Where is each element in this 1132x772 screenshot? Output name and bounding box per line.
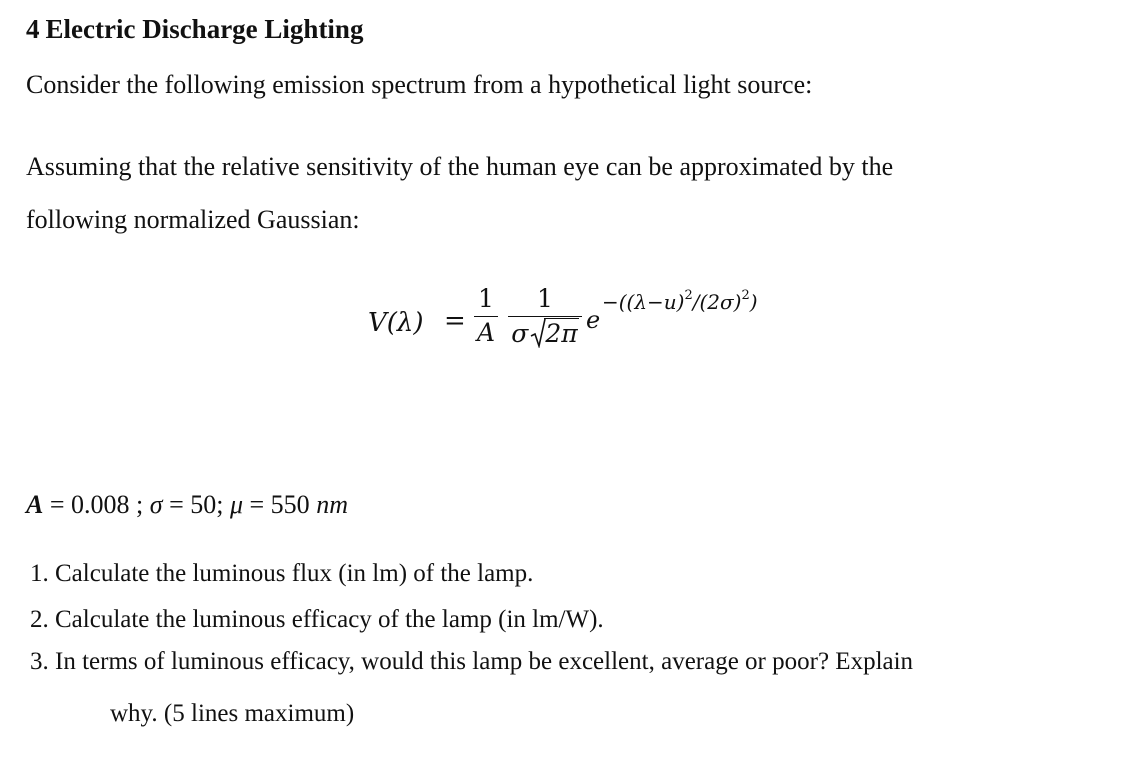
fraction-one-over-sigma-root [508, 284, 582, 349]
section-number: 4 [26, 14, 40, 44]
question-3-line-1: 3. In terms of luminous efficacy, would this lamp be excellent, average or poor? Explain [30, 648, 914, 675]
fraction-2-bar [508, 316, 582, 317]
param-sigma-label: σ [149, 490, 163, 519]
exponent [602, 290, 758, 314]
param-sigma-value: = 50; [162, 490, 230, 519]
param-a-value: = 0.008 ; [43, 490, 150, 519]
section-heading [26, 14, 363, 45]
fraction-1-denominator: A [476, 318, 496, 347]
assumption-line-1: Assuming that the relative sensitivity of the human eye can be approximated by the [26, 152, 894, 181]
param-mu-value: = 550 [243, 490, 317, 519]
fraction-1-numerator: 1 [478, 284, 494, 313]
question-3-line-2: why. (5 lines maximum) [110, 700, 355, 727]
fraction-1-bar [474, 316, 498, 317]
param-a-label: A [26, 490, 44, 519]
assumption-line-2: following normalized Gaussian: [26, 205, 360, 234]
radical-sign-icon [530, 318, 546, 348]
param-mu-label: μ [229, 490, 244, 519]
param-unit: nm [316, 490, 348, 519]
section-title: Electric Discharge Lighting [45, 14, 364, 44]
square-root [530, 318, 578, 349]
exponent-part-2: /(2σ) [692, 290, 742, 314]
exponent-square-2: 2 [741, 288, 750, 304]
fraction-2-denominator [508, 318, 582, 349]
question-1: 1. Calculate the luminous flux (in lm) of the lamp. [30, 560, 534, 587]
exponential-base: e [586, 306, 601, 334]
radicand: 2π [545, 319, 578, 348]
question-2: 2. Calculate the luminous efficacy of the lamp (in lm/W). [30, 606, 604, 633]
exponent-square-1: 2 [684, 288, 693, 304]
exponent-part-1: −((λ−u) [602, 290, 685, 314]
formula-lhs: V(λ) [368, 308, 424, 338]
fraction-2-numerator: 1 [537, 284, 553, 313]
parameter-values [26, 490, 348, 520]
exponent-part-3: ) [749, 290, 758, 314]
fraction-one-over-a [474, 284, 498, 348]
formula-equals: = [444, 306, 466, 336]
sigma-symbol: σ [511, 319, 529, 348]
intro-text: Consider the following emission spectrum from a hypothetical light source: [26, 70, 813, 99]
